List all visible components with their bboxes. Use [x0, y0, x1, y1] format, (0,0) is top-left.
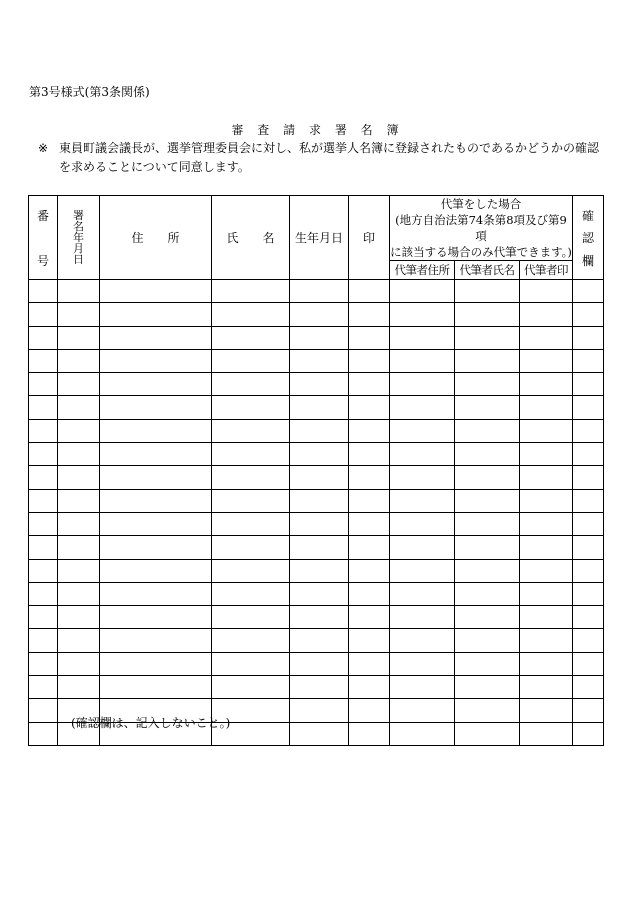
header-char: 月: [73, 242, 84, 255]
cell-seal[interactable]: [349, 303, 390, 326]
cell-seal[interactable]: [349, 326, 390, 349]
cell-number[interactable]: [29, 280, 58, 303]
cell-confirm: [573, 652, 604, 675]
cell-seal[interactable]: [349, 512, 390, 535]
cell-address[interactable]: [100, 582, 212, 605]
cell-proxy-seal[interactable]: [520, 373, 573, 396]
cell-name[interactable]: [212, 559, 290, 582]
cell-address[interactable]: [100, 629, 212, 652]
cell-address[interactable]: [100, 536, 212, 559]
cell-birthdate[interactable]: [290, 512, 349, 535]
cell-name[interactable]: [212, 652, 290, 675]
cell-confirm: [573, 606, 604, 629]
table-row: [29, 629, 604, 652]
cell-number[interactable]: [29, 606, 58, 629]
cell-birthdate[interactable]: [290, 396, 349, 419]
cell-proxy-seal[interactable]: [520, 443, 573, 466]
header-proxy-address: 代筆者住所: [390, 261, 455, 280]
cell-name[interactable]: [212, 512, 290, 535]
cell-number[interactable]: [29, 466, 58, 489]
cell-birthdate[interactable]: [290, 536, 349, 559]
cell-address[interactable]: [100, 443, 212, 466]
cell-confirm: [573, 419, 604, 442]
cell-number[interactable]: [29, 722, 58, 745]
cell-proxy-address[interactable]: [390, 582, 455, 605]
cell-proxy-seal[interactable]: [520, 419, 573, 442]
cell-signature-date[interactable]: [58, 349, 100, 372]
cell-birthdate[interactable]: [290, 559, 349, 582]
cell-proxy-address[interactable]: [390, 559, 455, 582]
cell-proxy-name[interactable]: [455, 443, 520, 466]
cell-proxy-address[interactable]: [390, 676, 455, 699]
table-row: [29, 349, 604, 372]
cell-name[interactable]: [212, 606, 290, 629]
cell-seal[interactable]: [349, 489, 390, 512]
cell-confirm: [573, 582, 604, 605]
cell-proxy-seal[interactable]: [520, 326, 573, 349]
cell-signature-date[interactable]: [58, 443, 100, 466]
cell-proxy-address[interactable]: [390, 326, 455, 349]
cell-proxy-address[interactable]: [390, 280, 455, 303]
cell-confirm: [573, 326, 604, 349]
cell-proxy-address[interactable]: [390, 512, 455, 535]
cell-proxy-name[interactable]: [455, 373, 520, 396]
cell-birthdate[interactable]: [290, 582, 349, 605]
cell-seal[interactable]: [349, 373, 390, 396]
cell-signature-date[interactable]: [58, 676, 100, 699]
cell-name[interactable]: [212, 582, 290, 605]
cell-proxy-name[interactable]: [455, 303, 520, 326]
cell-number[interactable]: [29, 512, 58, 535]
header-birthdate: 生年月日: [290, 196, 349, 280]
cell-confirm: [573, 466, 604, 489]
cell-number[interactable]: [29, 443, 58, 466]
cell-signature-date[interactable]: [58, 419, 100, 442]
cell-seal[interactable]: [349, 349, 390, 372]
cell-proxy-seal[interactable]: [520, 652, 573, 675]
cell-proxy-address[interactable]: [390, 652, 455, 675]
cell-proxy-name[interactable]: [455, 676, 520, 699]
header-char: 名: [73, 220, 84, 233]
cell-name[interactable]: [212, 536, 290, 559]
cell-seal[interactable]: [349, 676, 390, 699]
table-row: [29, 373, 604, 396]
table-row: [29, 443, 604, 466]
table-row: [29, 676, 604, 699]
header-number-top: 番: [36, 208, 49, 223]
cell-confirm: [573, 512, 604, 535]
cell-address[interactable]: [100, 559, 212, 582]
cell-seal[interactable]: [349, 722, 390, 745]
reference-mark: ※: [38, 141, 49, 155]
cell-signature-date[interactable]: [58, 466, 100, 489]
table-row: [29, 326, 604, 349]
cell-confirm: [573, 629, 604, 652]
cell-name[interactable]: [212, 676, 290, 699]
cell-seal[interactable]: [349, 419, 390, 442]
header-number: [29, 196, 58, 280]
cell-address[interactable]: [100, 652, 212, 675]
cell-signature-date[interactable]: [58, 652, 100, 675]
cell-number[interactable]: [29, 326, 58, 349]
cell-birthdate[interactable]: [290, 349, 349, 372]
cell-birthdate[interactable]: [290, 629, 349, 652]
cell-proxy-seal[interactable]: [520, 466, 573, 489]
cell-signature-date[interactable]: [58, 606, 100, 629]
table-row: [29, 559, 604, 582]
cell-number[interactable]: [29, 373, 58, 396]
cell-signature-date[interactable]: [58, 559, 100, 582]
cell-name[interactable]: [212, 349, 290, 372]
header-number-bottom: 号: [36, 253, 49, 268]
header-proxy: [390, 196, 573, 261]
cell-seal[interactable]: [349, 606, 390, 629]
header-char: 日: [73, 253, 84, 266]
proxy-note-line-2: に該当する場合のみ代筆できます。): [390, 245, 572, 259]
header-address: 住 所: [100, 196, 212, 280]
cell-number[interactable]: [29, 349, 58, 372]
cell-number[interactable]: [29, 536, 58, 559]
cell-proxy-address[interactable]: [390, 699, 455, 722]
cell-name[interactable]: [212, 280, 290, 303]
table-row: [29, 396, 604, 419]
header-char: 欄: [581, 253, 594, 268]
document-title: [0, 121, 630, 138]
cell-seal[interactable]: [349, 629, 390, 652]
cell-seal[interactable]: [349, 466, 390, 489]
proxy-title: 代筆をした場合: [440, 197, 522, 211]
cell-address[interactable]: [100, 280, 212, 303]
proxy-note-line-1: (地方自治法第74条第8項及び第9項: [395, 213, 567, 243]
header-char: 年: [73, 231, 84, 244]
header-seal: 印: [349, 196, 390, 280]
table-row: [29, 489, 604, 512]
cell-proxy-address[interactable]: [390, 396, 455, 419]
cell-proxy-seal[interactable]: [520, 582, 573, 605]
cell-proxy-address[interactable]: [390, 536, 455, 559]
cell-signature-date[interactable]: [58, 326, 100, 349]
cell-confirm: [573, 373, 604, 396]
cell-name[interactable]: [212, 629, 290, 652]
cell-birthdate[interactable]: [290, 303, 349, 326]
table-row: [29, 606, 604, 629]
cell-proxy-seal[interactable]: [520, 722, 573, 745]
cell-confirm: [573, 699, 604, 722]
cell-confirm: [573, 676, 604, 699]
table-body: [29, 280, 604, 746]
form-number: 第3号様式(第3条関係): [29, 85, 150, 99]
header-char: 認: [581, 231, 594, 245]
cell-name[interactable]: [212, 466, 290, 489]
cell-proxy-seal[interactable]: [520, 512, 573, 535]
cell-signature-date[interactable]: [58, 303, 100, 326]
cell-proxy-address[interactable]: [390, 466, 455, 489]
table-row: [29, 419, 604, 442]
cell-number[interactable]: [29, 652, 58, 675]
cell-name[interactable]: [212, 489, 290, 512]
cell-proxy-name[interactable]: [455, 606, 520, 629]
notice-line-1: 東員町議会議長が、選挙管理委員会に対し、私が選挙人名簿に登録されたものであるかどうかの確認: [59, 141, 600, 155]
cell-birthdate[interactable]: [290, 419, 349, 442]
cell-proxy-address[interactable]: [390, 349, 455, 372]
cell-proxy-seal[interactable]: [520, 280, 573, 303]
cell-proxy-seal[interactable]: [520, 676, 573, 699]
cell-proxy-seal[interactable]: [520, 396, 573, 419]
cell-proxy-name[interactable]: [455, 582, 520, 605]
cell-birthdate[interactable]: [290, 489, 349, 512]
cell-number[interactable]: [29, 699, 58, 722]
table-row: [29, 652, 604, 675]
table-row: [29, 280, 604, 303]
cell-signature-date[interactable]: [58, 629, 100, 652]
cell-number[interactable]: [29, 582, 58, 605]
cell-birthdate[interactable]: [290, 466, 349, 489]
cell-birthdate[interactable]: [290, 652, 349, 675]
cell-name[interactable]: [212, 326, 290, 349]
cell-proxy-address[interactable]: [390, 443, 455, 466]
cell-birthdate[interactable]: [290, 326, 349, 349]
table-row: [29, 582, 604, 605]
cell-birthdate[interactable]: [290, 443, 349, 466]
signature-table: [28, 195, 604, 746]
cell-proxy-name[interactable]: [455, 396, 520, 419]
header-char: 署: [73, 209, 84, 222]
cell-address[interactable]: [100, 373, 212, 396]
cell-birthdate[interactable]: [290, 373, 349, 396]
cell-signature-date[interactable]: [58, 582, 100, 605]
cell-proxy-name[interactable]: [455, 280, 520, 303]
cell-proxy-name[interactable]: [455, 349, 520, 372]
cell-seal[interactable]: [349, 699, 390, 722]
cell-proxy-name[interactable]: [455, 489, 520, 512]
cell-proxy-name[interactable]: [455, 466, 520, 489]
cell-confirm: [573, 489, 604, 512]
cell-confirm: [573, 559, 604, 582]
cell-proxy-seal[interactable]: [520, 606, 573, 629]
cell-birthdate[interactable]: [290, 606, 349, 629]
cell-signature-date[interactable]: [58, 373, 100, 396]
notice-line-2: を求めることについて同意します。: [59, 160, 250, 174]
header-name: 氏 名: [212, 196, 290, 280]
footnote: (確認欄は、記入しないこと。): [71, 716, 231, 730]
table-row: [29, 536, 604, 559]
cell-number[interactable]: [29, 396, 58, 419]
cell-proxy-address[interactable]: [390, 722, 455, 745]
header-proxy-name: 代筆者氏名: [455, 261, 520, 280]
cell-proxy-seal[interactable]: [520, 559, 573, 582]
cell-name[interactable]: [212, 419, 290, 442]
cell-proxy-seal[interactable]: [520, 303, 573, 326]
cell-proxy-seal[interactable]: [520, 699, 573, 722]
cell-confirm: [573, 280, 604, 303]
title-char: 求: [308, 123, 321, 137]
header-char: 確: [581, 208, 594, 223]
cell-seal[interactable]: [349, 396, 390, 419]
cell-proxy-name[interactable]: [455, 419, 520, 442]
cell-address[interactable]: [100, 489, 212, 512]
cell-seal[interactable]: [349, 280, 390, 303]
cell-seal[interactable]: [349, 536, 390, 559]
title-char: 名: [360, 123, 373, 137]
cell-proxy-name[interactable]: [455, 326, 520, 349]
cell-confirm: [573, 396, 604, 419]
header-signature-date: [58, 196, 100, 280]
cell-address[interactable]: [100, 676, 212, 699]
title-char: 簿: [386, 123, 399, 137]
title-char: 査: [257, 123, 270, 137]
cell-name[interactable]: [212, 303, 290, 326]
cell-proxy-name[interactable]: [455, 559, 520, 582]
cell-proxy-address[interactable]: [390, 419, 455, 442]
cell-signature-date[interactable]: [58, 512, 100, 535]
cell-proxy-name[interactable]: [455, 722, 520, 745]
cell-seal[interactable]: [349, 559, 390, 582]
cell-name[interactable]: [212, 443, 290, 466]
cell-birthdate[interactable]: [290, 280, 349, 303]
cell-address[interactable]: [100, 419, 212, 442]
cell-proxy-address[interactable]: [390, 303, 455, 326]
cell-proxy-name[interactable]: [455, 536, 520, 559]
cell-signature-date[interactable]: [58, 280, 100, 303]
cell-proxy-seal[interactable]: [520, 489, 573, 512]
cell-number[interactable]: [29, 419, 58, 442]
cell-address[interactable]: [100, 349, 212, 372]
cell-proxy-seal[interactable]: [520, 629, 573, 652]
cell-confirm: [573, 443, 604, 466]
cell-confirm: [573, 536, 604, 559]
cell-number[interactable]: [29, 489, 58, 512]
cell-name[interactable]: [212, 373, 290, 396]
header-proxy-seal: 代筆者印: [520, 261, 573, 280]
cell-proxy-address[interactable]: [390, 373, 455, 396]
cell-proxy-seal[interactable]: [520, 349, 573, 372]
cell-address[interactable]: [100, 466, 212, 489]
title-char: 審: [231, 123, 244, 137]
title-char: 署: [334, 123, 347, 137]
cell-confirm: [573, 722, 604, 745]
cell-address[interactable]: [100, 303, 212, 326]
cell-proxy-address[interactable]: [390, 629, 455, 652]
cell-proxy-seal[interactable]: [520, 536, 573, 559]
cell-proxy-name[interactable]: [455, 629, 520, 652]
cell-signature-date[interactable]: [58, 536, 100, 559]
title-char: 請: [283, 123, 296, 137]
cell-address[interactable]: [100, 606, 212, 629]
cell-number[interactable]: [29, 676, 58, 699]
cell-address[interactable]: [100, 512, 212, 535]
cell-proxy-name[interactable]: [455, 512, 520, 535]
cell-address[interactable]: [100, 326, 212, 349]
cell-birthdate[interactable]: [290, 676, 349, 699]
table-row: [29, 512, 604, 535]
cell-proxy-name[interactable]: [455, 652, 520, 675]
cell-birthdate[interactable]: [290, 699, 349, 722]
cell-number[interactable]: [29, 629, 58, 652]
table-row: [29, 466, 604, 489]
cell-proxy-name[interactable]: [455, 699, 520, 722]
cell-birthdate[interactable]: [290, 722, 349, 745]
cell-signature-date[interactable]: [58, 396, 100, 419]
cell-signature-date[interactable]: [58, 489, 100, 512]
cell-proxy-address[interactable]: [390, 489, 455, 512]
cell-proxy-address[interactable]: [390, 606, 455, 629]
cell-confirm: [573, 349, 604, 372]
cell-address[interactable]: [100, 396, 212, 419]
cell-number[interactable]: [29, 303, 58, 326]
cell-seal[interactable]: [349, 652, 390, 675]
cell-name[interactable]: [212, 396, 290, 419]
table-row: [29, 303, 604, 326]
cell-seal[interactable]: [349, 582, 390, 605]
cell-confirm: [573, 303, 604, 326]
cell-seal[interactable]: [349, 443, 390, 466]
cell-number[interactable]: [29, 559, 58, 582]
header-confirm: [573, 196, 604, 280]
